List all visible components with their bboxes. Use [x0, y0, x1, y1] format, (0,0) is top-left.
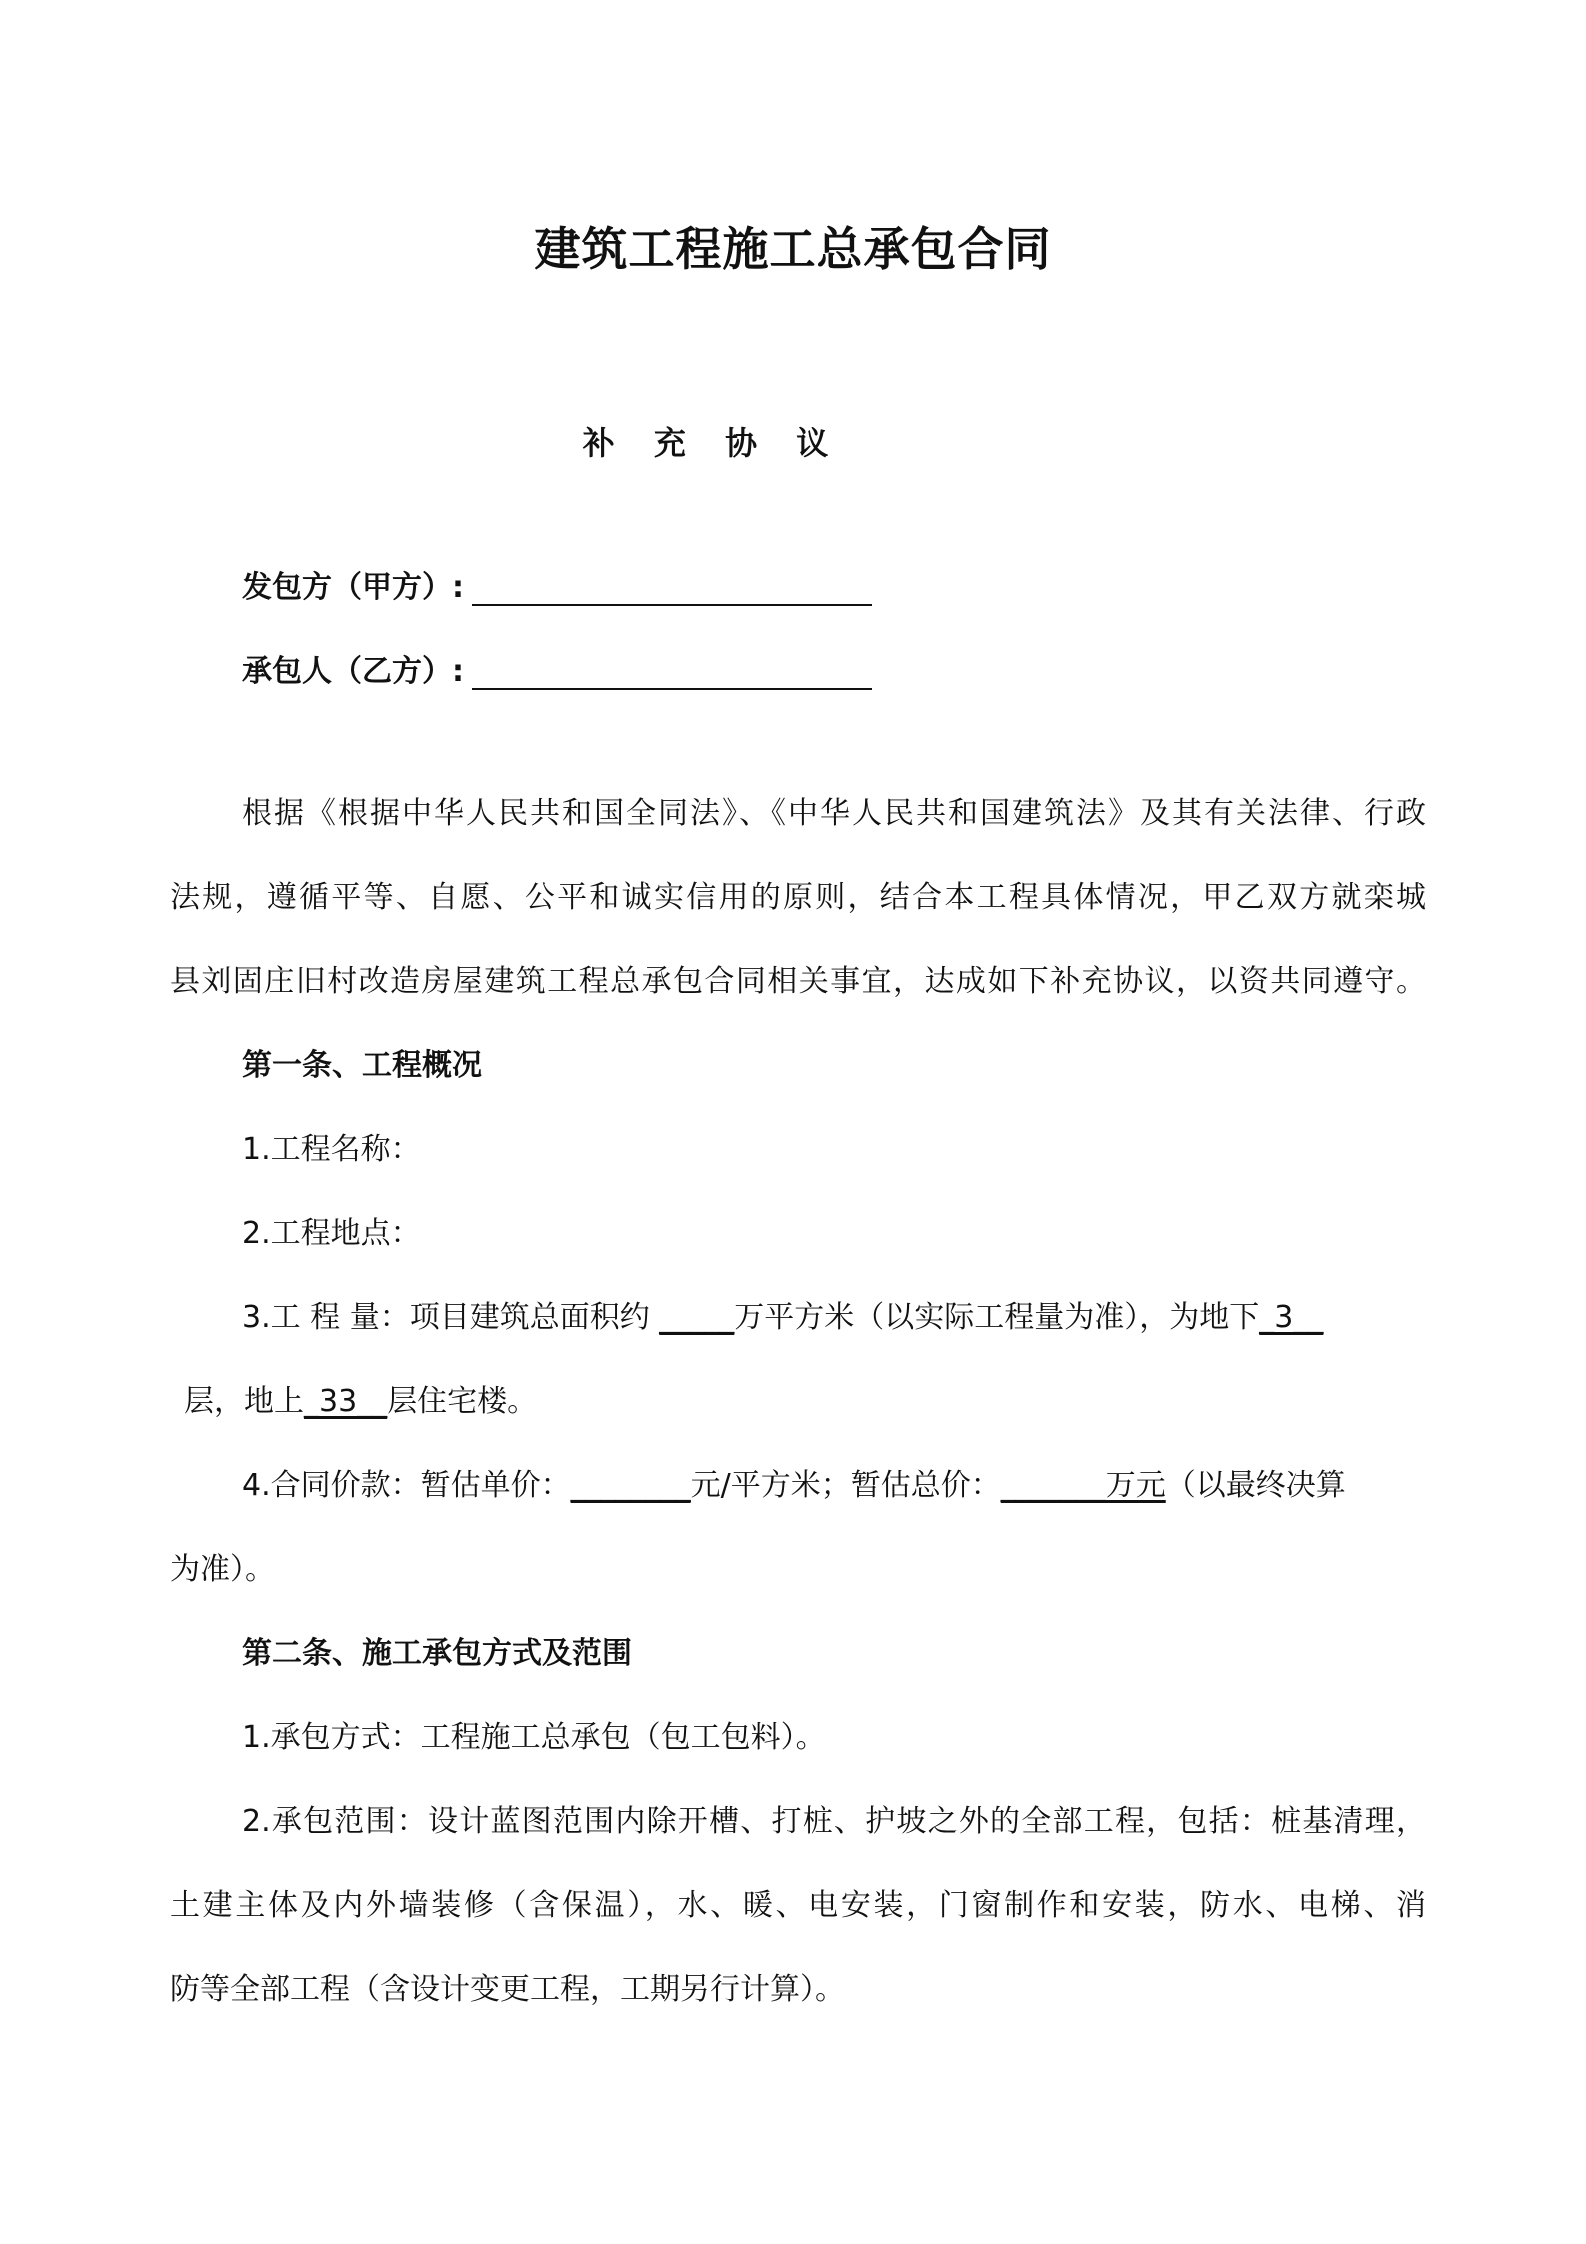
unit-price-blank: ________ — [570, 1468, 691, 1503]
preamble-line: 县刘固庄旧村改造房屋建筑工程总承包合同相关事宜，达成如下补充协议，以资共同遵守。 — [170, 964, 1426, 999]
preamble-line: 法规，遵循平等、自愿、公平和诚实信用的原则，结合本工程具体情况，甲乙双方就栾城 — [170, 880, 1426, 915]
party-a-label: 发包方（甲方）: — [242, 570, 464, 605]
item4-text: 元/平方米；暂估总价： — [690, 1468, 1001, 1503]
area-blank: _____ — [659, 1300, 735, 1335]
article1-item4-line1 — [242, 1466, 1426, 1506]
above-ground-floors: _33__ — [304, 1384, 388, 1419]
article2-item2-line: 防等全部工程（含设计变更工程，工期另行计算）。 — [170, 1972, 845, 2007]
item3-text: 万平方米（以实际工程量为准），为地下 — [734, 1300, 1260, 1335]
item3-text: 层，地上 — [184, 1384, 304, 1419]
article2-item2-line: 2.承包范围：设计蓝图范围内除开槽、打桩、护坡之外的全部工程，包括：桩基清理， — [242, 1804, 1426, 1839]
document-title: 建筑工程施工总承包合同 — [534, 222, 1052, 276]
document-subtitle: 补 充 协 议 — [582, 424, 843, 462]
party-b-blank — [472, 652, 872, 690]
article1-item1: 1.工程名称： — [242, 1132, 421, 1167]
party-a-blank — [472, 568, 872, 606]
preamble-line: 根据《根据中华人民共和国全同法》、《中华人民共和国建筑法》及其有关法律、行政 — [242, 796, 1426, 831]
article2-item1: 1.承包方式：工程施工总承包（包工包料）。 — [242, 1720, 826, 1755]
party-b-label: 承包人（乙方）: — [242, 654, 464, 689]
article2-item2-line: 土建主体及内外墙装修（含保温），水、暖、电安装，门窗制作和安装，防水、电梯、消 — [170, 1888, 1426, 1923]
item3-text: 层住宅楼。 — [387, 1384, 538, 1419]
item3-text: 3.工 程 量：项目建筑总面积约 — [242, 1300, 660, 1335]
total-price-blank: _______万元 — [1000, 1468, 1166, 1503]
item4-text: 4.合同价款：暂估单价： — [242, 1468, 571, 1503]
article2-heading: 第二条、施工承包方式及范围 — [242, 1636, 632, 1671]
item4-text: （以最终决算 — [1165, 1468, 1346, 1503]
party-a-row — [242, 562, 872, 606]
article1-item3-line2 — [184, 1382, 1440, 1422]
basement-floors: _3__ — [1259, 1300, 1324, 1335]
article1-item4-line2: 为准）。 — [170, 1552, 275, 1587]
article1-heading: 第一条、工程概况 — [242, 1048, 482, 1083]
article1-item2: 2.工程地点： — [242, 1216, 421, 1251]
party-b-row — [242, 646, 872, 690]
article1-item3-line1 — [242, 1298, 1426, 1338]
